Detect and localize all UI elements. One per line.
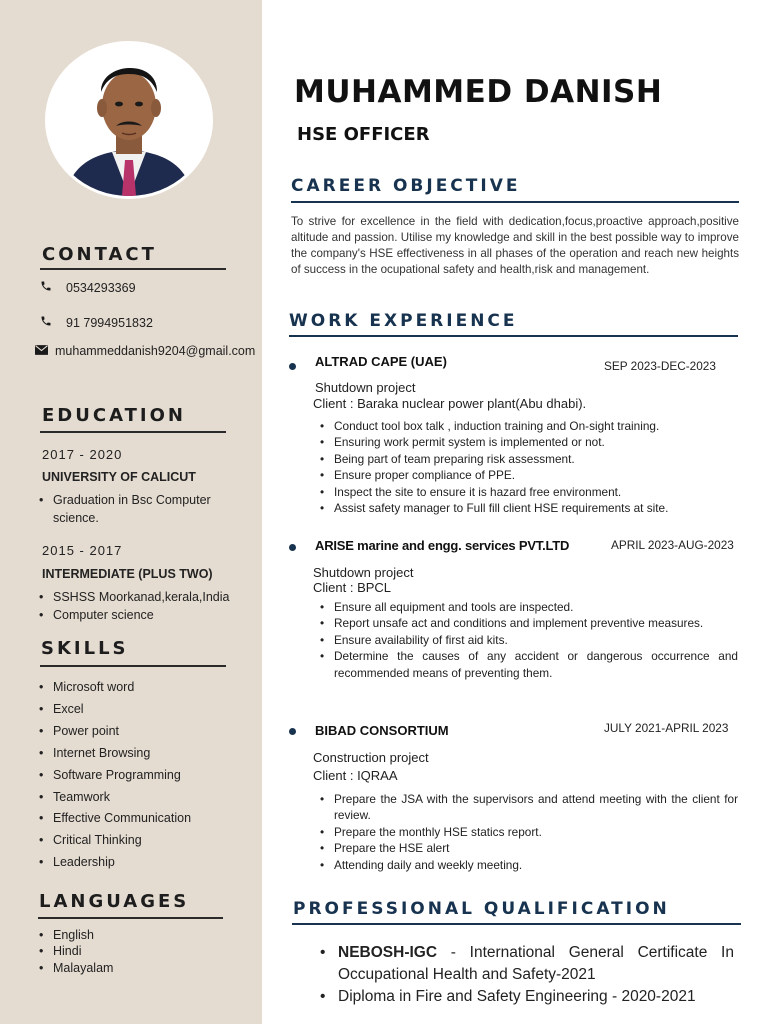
- job-duties-1: [314, 418, 738, 516]
- candidate-name: MUHAMMED DANISH: [294, 74, 663, 110]
- list-item: • Ensure availability of first aid kits.: [314, 632, 738, 648]
- list-item: • Ensuring work permit system is implemented or not.: [314, 434, 738, 450]
- qualification-heading: PROFESSIONAL QUALIFICATION: [293, 899, 670, 919]
- qualification-item: [316, 986, 734, 1008]
- email-address[interactable]: muhammeddanish9204@gmail.com: [55, 343, 256, 358]
- list-item: • Ensure proper compliance of PPE.: [314, 467, 738, 483]
- contact-phone-2: [36, 315, 153, 330]
- skills-list: [35, 677, 245, 874]
- list-item: • Inspect the site to ensure it is hazard free environment.: [314, 484, 738, 500]
- list-item: • Attending daily and weekly meeting.: [314, 857, 738, 873]
- skills-divider: [40, 665, 226, 667]
- list-item: • Prepare the JSA with the supervisors and attend meeting with the client for review.: [314, 791, 738, 824]
- education-details-1: [35, 491, 225, 527]
- list-item: • Graduation in Bsc Computer science.: [35, 491, 225, 527]
- list-item: • Being part of team preparing risk assessment.: [314, 451, 738, 467]
- list-item: • Determine the causes of any accident or dangerous occurrence and recommended means of preventing them.: [314, 648, 738, 681]
- job-bullet-icon: [289, 728, 296, 735]
- job-client-1: Client : Baraka nuclear power plant(Abu dhabi).: [313, 396, 587, 411]
- languages-heading: LANGUAGES: [39, 891, 190, 912]
- qualification-divider: [292, 923, 741, 925]
- phone-number-2[interactable]: 91 7994951832: [66, 315, 153, 330]
- skill-item: • Microsoft word: [35, 677, 245, 699]
- job-client-2: Client : BPCL: [313, 580, 392, 595]
- languages-list: [35, 927, 235, 976]
- list-item: • Ensure all equipment and tools are inspected.: [314, 599, 738, 615]
- education-institution-1: UNIVERSITY OF CALICUT: [42, 470, 196, 484]
- list-item: • Prepare the monthly HSE statics report.: [314, 824, 738, 840]
- skill-item: • Excel: [35, 699, 245, 721]
- job-project-3: Construction project: [313, 750, 429, 765]
- list-item: • Conduct tool box talk , induction training and On-sight training.: [314, 418, 738, 434]
- skill-item: • Power point: [35, 721, 245, 743]
- sidebar: [0, 0, 262, 1024]
- candidate-title: HSE OFFICER: [297, 124, 430, 145]
- education-heading: EDUCATION: [42, 405, 186, 426]
- experience-heading: WORK EXPERIENCE: [289, 311, 518, 331]
- qualification-item-title: NEBOSH-IGC: [338, 944, 438, 961]
- contact-heading: CONTACT: [42, 244, 157, 265]
- list-item: • SSHSS Moorkanad,kerala,India: [35, 588, 245, 606]
- language-item: • Malayalam: [35, 960, 235, 976]
- education-years-1: 2017 - 2020: [42, 447, 123, 462]
- job-duties-2: [314, 599, 738, 681]
- contact-divider: [40, 268, 226, 270]
- qualification-item-text: - International General Certificate In Occupational Health and Safety-2021: [338, 944, 734, 983]
- skill-item: • Internet Browsing: [35, 743, 245, 765]
- list-item: • Report unsafe act and conditions and implement preventive measures.: [314, 615, 738, 631]
- objective-heading: CAREER OBJECTIVE: [291, 176, 521, 196]
- job-duties-3: [314, 791, 738, 873]
- skills-heading: SKILLS: [41, 638, 129, 659]
- job-bullet-icon: [289, 544, 296, 551]
- objective-text: To strive for excellence in the field with dedication,focus,proactive approach,positive altitude and passion. Utilise my knowledge and skill in the best possible way to improve the company's HSE effectiveness in all phases of the operation and reach new heights of success in the ocupational safety and health,risk and management.: [291, 215, 739, 276]
- job-dates-3: JULY 2021-APRIL 2023: [604, 721, 729, 735]
- language-item: • Hindi: [35, 943, 235, 959]
- skill-item: • Leadership: [35, 852, 245, 874]
- phone-number-1[interactable]: 0534293369: [66, 280, 136, 295]
- skill-item: • Teamwork: [35, 787, 245, 809]
- contact-phone-1: [36, 280, 136, 295]
- qualification-item-text: Diploma in Fire and Safety Engineering - 2020-2021: [338, 988, 696, 1005]
- languages-divider: [38, 917, 223, 919]
- education-details-2: [35, 588, 245, 624]
- email-icon: [33, 343, 49, 358]
- education-institution-2: INTERMEDIATE (PLUS TWO): [42, 567, 213, 581]
- skill-item: • Effective Communication: [35, 808, 245, 830]
- job-company-1: ALTRAD CAPE (UAE): [315, 354, 447, 369]
- phone-icon: [36, 280, 56, 295]
- job-company-2: ARISE marine and engg. services PVT.LTD: [315, 538, 570, 553]
- list-item: • Assist safety manager to Full fill client HSE requirements at site.: [314, 500, 738, 516]
- education-years-2: 2015 - 2017: [42, 543, 123, 558]
- job-dates-1: SEP 2023-DEC-2023: [604, 359, 716, 373]
- list-item: • Prepare the HSE alert: [314, 840, 738, 856]
- qualification-list: [316, 942, 734, 1008]
- language-item: • English: [35, 927, 235, 943]
- profile-photo: [45, 41, 213, 199]
- education-divider: [40, 431, 226, 433]
- job-company-3: BIBAD CONSORTIUM: [315, 723, 449, 738]
- profile-photo-illustration: [48, 44, 210, 196]
- objective-divider: [291, 201, 739, 203]
- skill-item: • Critical Thinking: [35, 830, 245, 852]
- skill-item: • Software Programming: [35, 765, 245, 787]
- job-project-1: Shutdown project: [315, 380, 416, 395]
- job-client-3: Client : IQRAA: [313, 768, 398, 783]
- qualification-item: [316, 942, 734, 986]
- job-project-2: Shutdown project: [313, 565, 414, 580]
- job-bullet-icon: [289, 363, 296, 370]
- phone-icon: [36, 315, 56, 330]
- job-dates-2: APRIL 2023-AUG-2023: [611, 538, 734, 552]
- contact-email: [33, 343, 255, 358]
- list-item: • Computer science: [35, 606, 245, 624]
- experience-divider: [289, 335, 738, 337]
